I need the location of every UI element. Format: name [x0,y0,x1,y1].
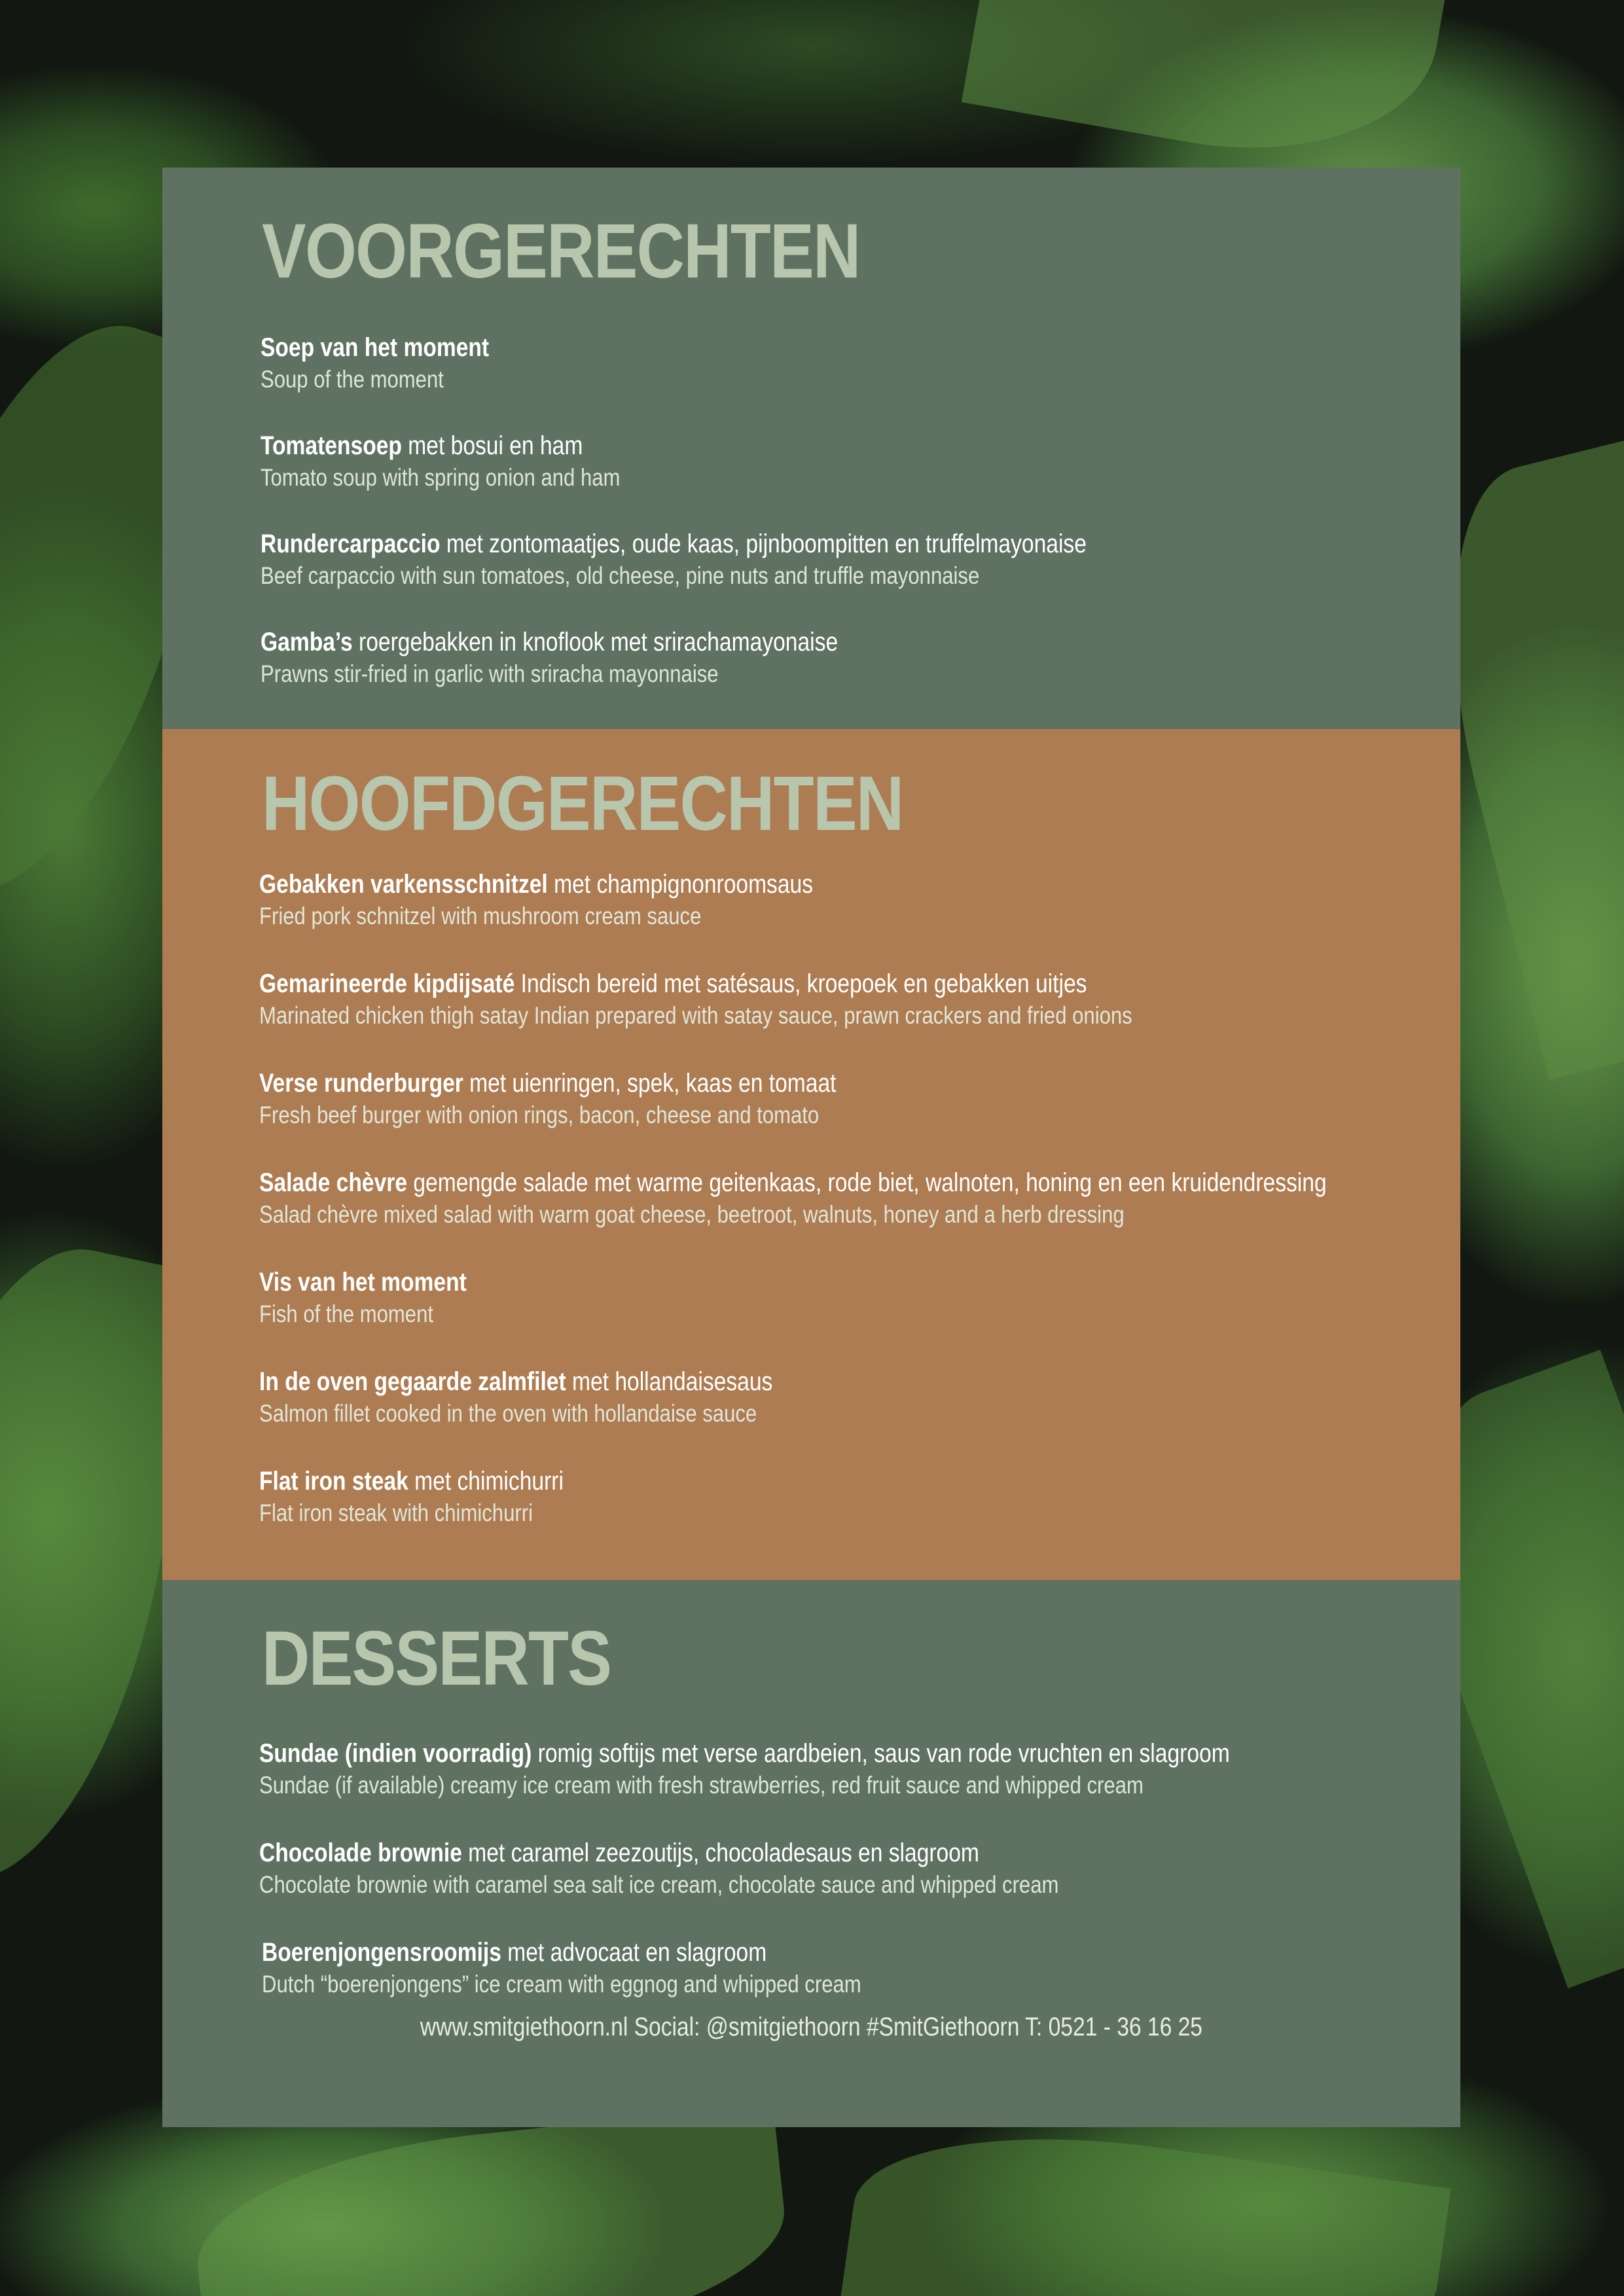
dish-translation: Dutch “boerenjongens” ice cream with eggnog and whipped cream [262,1971,861,1998]
dish-translation: Marinated chicken thigh satay Indian prepared with satay sauce, prawn crackers and fried onions [259,1002,1132,1029]
menu-item [259,1365,772,1429]
leaf-decoration [840,2107,1451,2296]
dish-description: met zontomaatjes, oude kaas, pijnboompitten en truffelmayonaise [440,529,1087,558]
menu-item [259,1266,467,1330]
menu-item [259,967,1132,1031]
dish-translation: Prawns stir-fried in garlic with sriracha mayonnaise [261,660,719,687]
dish-description: gemengde salade met warme geitenkaas, rode biet, walnoten, honing en een kruidendressing [407,1168,1327,1197]
menu-item [259,1166,1327,1230]
dish-translation: Salmon fillet cooked in the oven with hollandaise sauce [259,1400,757,1427]
dish-description: met chimichurri [408,1467,564,1496]
section-title: VOORGERECHTEN [262,208,860,295]
menu-item [259,1067,837,1131]
section-voorgerechten [162,168,1460,729]
section-title: HOOFDGERECHTEN [262,761,903,847]
dish-name: Boerenjongensroomijs [262,1938,501,1967]
leaf-decoration [187,2104,795,2296]
menu-item [259,868,813,932]
dish-description: met champignonroomsaus [547,870,814,899]
dish-description: met caramel zeezoutijs, chocoladesaus en slagroom [461,1839,979,1867]
leaf-decoration [962,0,1460,182]
section-title: DESSERTS [262,1615,611,1702]
dish-description: met uienringen, spek, kaas en tomaat [463,1069,837,1098]
dish-name: Flat iron steak [259,1467,408,1496]
dish-translation: Fresh beef burger with onion rings, bacon, cheese and tomato [259,1102,820,1128]
footer-text: www.smitgiethoorn.nl Social: @smitgiethoorn #SmitGiethoorn T: 0521 - 36 16 25 [420,2013,1203,2041]
section-hoofdgerechten [162,729,1460,1580]
menu-panel [162,168,1460,2127]
menu-item [261,528,1087,592]
dish-description: met bosui en ham [401,431,583,460]
dish-description: met advocaat en slagroom [501,1938,767,1967]
dish-name: Sundae (indien voorradig) [259,1739,532,1768]
dish-name: Gebakken varkensschnitzel [259,870,548,899]
menu-item [261,626,838,690]
dish-description: Indisch bereid met satésaus, kroepoek en gebakken uitjes [514,969,1087,998]
dish-translation: Fried pork schnitzel with mushroom cream sauce [259,903,702,929]
dish-name: Vis van het moment [259,1268,467,1297]
dish-name: Rundercarpaccio [261,529,441,558]
menu-item [259,1465,564,1529]
dish-translation: Fish of the moment [259,1300,434,1327]
dish-name: Verse runderburger [259,1069,463,1098]
dish-translation: Tomato soup with spring onion and ham [261,464,621,491]
dish-translation: Flat iron steak with chimichurri [259,1499,533,1526]
dish-translation: Sundae (if available) creamy ice cream with fresh strawberries, red fruit sauce and whipped cream [259,1772,1144,1799]
menu-item [259,1837,1058,1901]
dish-name: In de oven gegaarde zalmfilet [259,1367,566,1396]
dish-translation: Chocolate brownie with caramel sea salt ice cream, chocolate sauce and whipped cream [259,1871,1059,1898]
dish-name: Salade chèvre [259,1168,408,1197]
dish-translation: Soup of the moment [261,366,444,393]
menu-item [262,1936,861,2000]
section-desserts [162,1580,1460,2127]
dish-name: Gamba’s [261,628,353,656]
dish-name: Tomatensoep [261,431,402,460]
menu-item [259,1737,1230,1801]
menu-item [261,331,489,395]
dish-description: met hollandaisesaus [566,1367,773,1396]
dish-translation: Salad chèvre mixed salad with warm goat cheese, beetroot, walnuts, honey and a herb dressing [259,1201,1125,1228]
dish-description: romig softijs met verse aardbeien, saus van rode vruchten en slagroom [532,1739,1230,1768]
dish-name: Chocolade brownie [259,1839,462,1867]
dish-translation: Beef carpaccio with sun tomatoes, old cheese, pine nuts and truffle mayonnaise [261,562,980,589]
dish-description: roergebakken in knoflook met srirachamayonaise [352,628,839,656]
dish-name: Soep van het moment [261,333,490,362]
menu-item [261,429,620,493]
dish-name: Gemarineerde kipdijsaté [259,969,515,998]
contact-footer [162,2013,1460,2042]
